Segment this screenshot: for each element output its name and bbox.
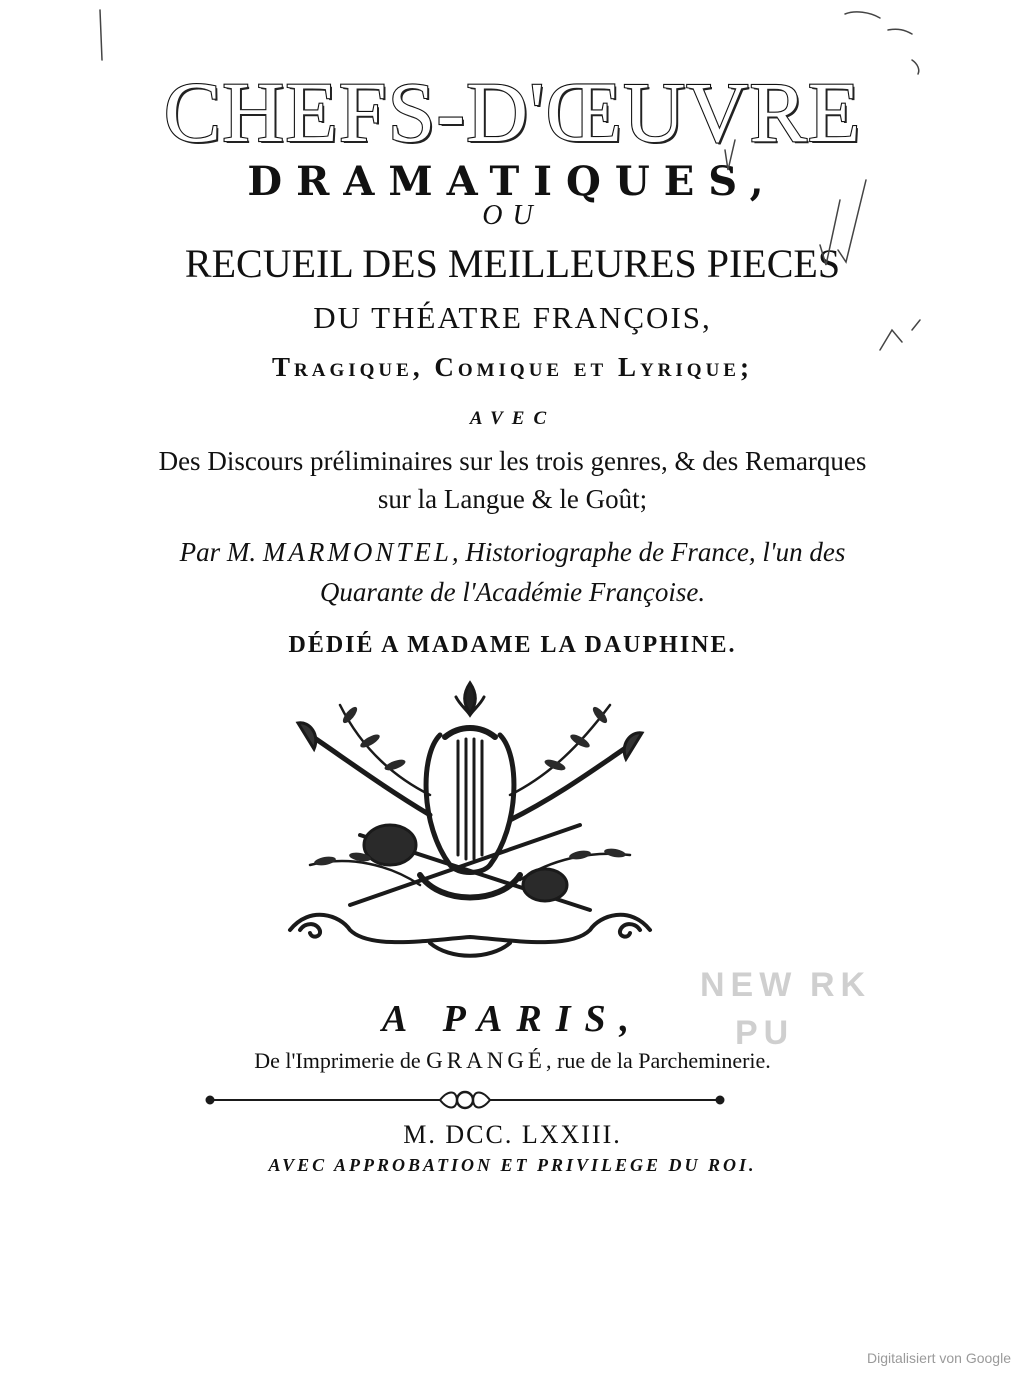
recueil-line: RECUEIL DES MEILLEURES PIECES	[184, 241, 841, 286]
author-line	[0, 537, 1025, 568]
discours-line-1: Des Discours préliminaires sur les trois genres, & des Remarques	[158, 446, 867, 476]
dedication: DÉDIÉ A MADAME LA DAUPHINE.	[288, 632, 737, 658]
decorative-rule-icon	[200, 1088, 730, 1112]
discours-line-2: sur la Langue & le Goût;	[377, 484, 648, 514]
printer-name: GRANGÉ	[426, 1048, 546, 1073]
printer-prefix: De l'Imprimerie de	[254, 1048, 421, 1073]
lyre-trumpets-ornament-icon	[280, 675, 660, 965]
author-line-2: Quarante de l'Académie Françoise.	[319, 577, 706, 607]
privilege-line: AVEC APPROBATION ET PRIVILEGE DU ROI.	[268, 1155, 757, 1175]
author-prefix: Par M.	[179, 537, 257, 567]
author-suffix: , Historiographe de France, l'un des	[451, 537, 846, 567]
library-stamp: NEW RK PU	[700, 966, 872, 1052]
publication-date: M. DCC. LXXIII.	[403, 1120, 622, 1149]
digitization-footer: Digitalisiert von Google	[867, 1350, 1011, 1366]
book-title: CHEFS-D'ŒUVRE	[163, 64, 862, 160]
author-name: MARMONTEL	[262, 537, 452, 567]
theatre-line: DU THÉATRE FRANÇOIS,	[313, 300, 712, 335]
avec-line: AVEC	[469, 408, 556, 429]
printer-suffix: , rue de la Parcheminerie.	[546, 1048, 771, 1073]
conjunction: OU	[482, 200, 543, 231]
book-subtitle: DRAMATIQUES,	[247, 158, 778, 205]
genres-line: Tragique, Comique et Lyrique;	[272, 352, 753, 382]
imprint-city: A PARIS,	[381, 998, 644, 1040]
